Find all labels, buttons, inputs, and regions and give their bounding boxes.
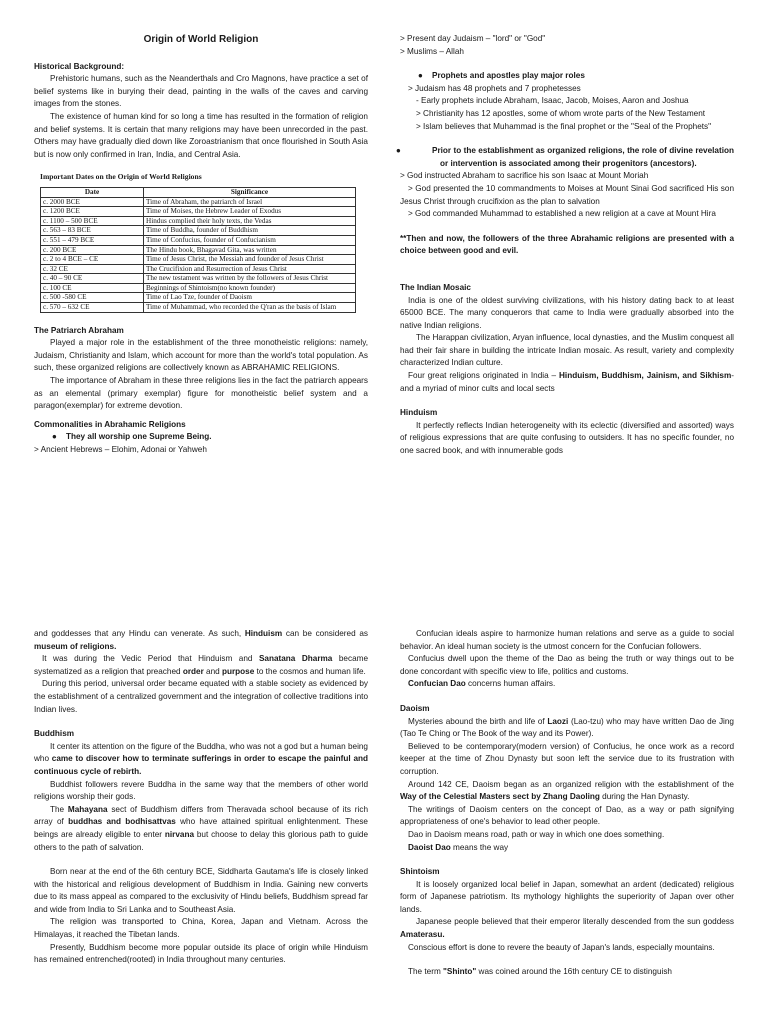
- table-cell-date: c. 500 -580 CE: [41, 293, 144, 303]
- table-cell-significance: The Crucifixion and Resurrection of Jesus Christ: [144, 264, 356, 274]
- text-run-bold: Laozi: [547, 716, 569, 726]
- table-cell-date: c. 100 CE: [41, 283, 144, 293]
- table-cell-date: c. 563 – 83 BCE: [41, 226, 144, 236]
- buddhism-paragraph-3: [34, 804, 368, 854]
- table-row: [41, 226, 356, 236]
- table-cell-date: c. 1200 BCE: [41, 207, 144, 217]
- text-run: became systematized as a religion that preached: [34, 654, 368, 676]
- table-cell-significance: The new testament was written by the followers of Jesus Christ: [144, 274, 356, 284]
- table-cell-significance: Time of Buddha, founder of Buddhism: [144, 226, 356, 236]
- shintoism-heading: Shintoism: [400, 867, 440, 877]
- revelation-line-1: > God instructed Abraham to sacrifice his son Isaac at Mount Moriah: [400, 171, 649, 181]
- text-run-bold: museum of religions.: [34, 641, 117, 651]
- text-run-bold: Mahayana: [67, 804, 108, 814]
- hinduism-paragraph-1: It perfectly reflects Indian heterogeneity with its eclectic (diversified and assorted) ways of religious expressions that are quite confusing to outsiders. It has no specific founder, no one sacred book, and with innumerable gods: [400, 420, 734, 456]
- text-run: The term: [408, 967, 444, 977]
- table-header-date: Date: [41, 187, 144, 197]
- text-run-bold: Way of the Celestial Masters sect by Zhang Daoling: [400, 792, 600, 802]
- dates-table-body: [41, 197, 356, 312]
- buddhism-paragraph-4: Born near at the end of the 6th century BCE, Siddharta Gautama's life is closely linked with the historical and religious development of Buddhism in India. Gaining new converts due to its mass appeal as compared to the exclusivity of Hindu beliefs, Buddhism spread far and wide from India to Sri Lanka and to Southeast Asia.: [34, 867, 368, 914]
- buddhism-paragraph-6: Presently, Buddhism become more popular outside its place of origin while Hinduism has remained entrenched(rooted) in India throughout many centuries.: [34, 942, 368, 965]
- confucian-dao-line: [400, 678, 734, 691]
- indian-paragraph-3: [400, 370, 734, 395]
- revelation-bullet: [396, 145, 734, 170]
- text-run: Mysteries abound the birth and life of: [408, 716, 548, 726]
- table-header-row: [41, 187, 356, 197]
- table-cell-date: c. 1100 – 500 BCE: [41, 216, 144, 226]
- text-run-bold: nirvana: [164, 829, 194, 839]
- table-row: [41, 293, 356, 303]
- table-row: [41, 207, 356, 217]
- muslims-god-line: > Muslims – Allah: [400, 46, 464, 56]
- column-bottom-right: [400, 628, 734, 1024]
- text-run-bold: Daoist Dao: [408, 842, 451, 852]
- buddhism-heading: Buddhism: [34, 729, 75, 739]
- table-cell-significance: Time of Moises, the Hebrew Leader of Exodus: [144, 207, 356, 217]
- revelation-bullet-text: Prior to the establishment as organized religions, the role of divine revelation or intervention is associated among their progenitors (ancestors).: [432, 146, 734, 168]
- table-cell-significance: Time of Confucius, founder of Confucianism: [144, 235, 356, 245]
- prophets-line-3: > Christianity has 12 apostles, some of whom wrote parts of the New Testament: [416, 108, 706, 118]
- revelation-line-2: > God presented the 10 commandments to Moises at Mount Sinai God sacrificed His son Jesus Christ through crucifixion as the plan to salvation: [400, 183, 734, 206]
- shintoism-paragraph-3: Conscious effort is done to revere the beauty of Japan's lands, especially mountains.: [408, 942, 715, 952]
- bullet-icon: ●: [52, 432, 57, 442]
- buddhism-paragraph-1: [34, 741, 368, 779]
- indian-p3-tail: - and a myriad of minor cults and local sects: [400, 371, 734, 393]
- prophets-bullet-text: Prophets and apostles play major roles: [432, 71, 585, 81]
- text-run: who have attained spiritual enlightenment. These beings are already eligible to enter: [34, 817, 368, 839]
- table-cell-significance: Hindus complied their holy texts, the Vedas: [144, 216, 356, 226]
- table-row: [41, 274, 356, 284]
- column-top-left: [34, 34, 368, 550]
- table-row: [41, 245, 356, 255]
- text-run-bold: purpose: [221, 666, 255, 676]
- table-cell-significance: Beginnings of Shintoism(no known founder): [144, 283, 356, 293]
- four-religions-text: Hinduism, Buddhism, Jainism, and Sikhism: [559, 371, 732, 381]
- commonalities-bullet-text: They all worship one Supreme Being.: [66, 432, 212, 442]
- text-run: concerns human affairs.: [465, 679, 556, 689]
- then-and-now-note: **Then and now, the followers of the three Abrahamic religions are presented with a choice between good and evil.: [400, 233, 734, 256]
- bullet-icon: ●: [418, 71, 423, 81]
- abraham-paragraph-1: Played a major role in the establishment of the three monotheistic religions: namely, Judaism, Christianity and Islam, which account for more than the world's total population. As such, these organized religions are collectively known as ABRAHAMIC RELIGIONS.: [34, 338, 368, 373]
- dates-table-title: Important Dates on the Origin of World Religions: [40, 172, 202, 182]
- abraham-paragraph-2: The importance of Abraham in these three religions lies in the fact the patriarch appears as an elemental (primary exemplar) figure for monotheistic belief system and a paragon(exemplar) for extreme devotion.: [34, 376, 368, 411]
- text-run: but choose to delay this glorious path to guide others to the path of salvation.: [34, 829, 368, 852]
- table-row: [41, 264, 356, 274]
- column-bottom-left: [34, 628, 368, 1022]
- column-top-right: [396, 33, 734, 543]
- table-cell-date: c. 2000 BCE: [41, 197, 144, 207]
- text-run-bold: came to discover how to terminate sufferings in order to escape the painful and continuous cycle of rebirth.: [34, 754, 369, 776]
- text-run: can be considered as: [282, 629, 368, 638]
- table-cell-date: c. 200 BCE: [41, 245, 144, 255]
- commonalities-bullet: [52, 431, 368, 444]
- table-row: [41, 216, 356, 226]
- confucian-paragraph-1: Confucian ideals aspire to harmonize human relations and serve as a guide to social behavior. An ideal human society is the utmost concern for the Confucian followers.: [400, 629, 734, 651]
- judaism-god-line: > Present day Judaism – "lord" or "God": [400, 34, 546, 43]
- table-cell-date: c. 32 CE: [41, 264, 144, 274]
- text-run: sect of Buddhism differs from Theravada school because of its rich array of: [34, 804, 368, 827]
- table-cell-date: c. 2 to 4 BCE – CE: [41, 255, 144, 265]
- text-run: means the way: [450, 842, 509, 852]
- text-run: It was during the Vedic Period that Hinduism and: [42, 654, 259, 664]
- text-run: Japanese people believed that their emperor literally descended from the sun goddess: [416, 917, 734, 927]
- text-run: The: [50, 804, 68, 814]
- daoism-paragraph-5: Dao in Daoism means road, path or way in which one does something.: [408, 829, 665, 839]
- indian-p3-text: Four great religions originated in India –: [408, 371, 560, 381]
- table-cell-date: c. 551 – 479 BCE: [41, 235, 144, 245]
- text-run-bold: order: [182, 666, 204, 676]
- table-cell-significance: Time of Muhammad, who recorded the Q'ran as the basis of Islam: [144, 303, 356, 313]
- text-run: during the Han Dynasty.: [599, 792, 690, 802]
- prophets-line-4: > Islam believes that Muhammad is the final prophet or the "Seal of the Prophets": [416, 121, 712, 131]
- table-cell-significance: Time of Abraham, the patriarch of Israel: [144, 197, 356, 207]
- table-row: [41, 303, 356, 313]
- table-cell-date: c. 40 – 90 CE: [41, 274, 144, 284]
- shintoism-paragraph-2: [400, 916, 734, 941]
- table-row: [41, 197, 356, 207]
- universal-order-paragraph: During this period, universal order became equated with a stable society as evidenced by the establishment of a centralized government and the integration of collective traditions into Indian lives.: [34, 679, 368, 714]
- text-run: (Lao-tzu) who may have written Dao de Jing (Tao Te Ching or The Book of the way and its Power).: [400, 716, 734, 739]
- dates-table: [40, 187, 356, 313]
- vedic-period-paragraph: [34, 653, 368, 678]
- daoism-paragraph-4: The writings of Daoism centers on the concept of Dao, as a way or path signifying appropriateness of one's behavior to lead other people.: [400, 804, 734, 827]
- text-run: It center its attention on the figure of the Buddha, who was not a god but a human being who: [34, 741, 368, 764]
- daoism-paragraph-6: [400, 842, 734, 855]
- historical-background-heading: Historical Background:: [34, 61, 125, 71]
- indian-paragraph-2: The Harappan civilization, Aryan influence, local dynasties, and the Muslim conquest all had their fair share in building the intricate Indian mosaic. As result, variety and complexity characterized Indian culture.: [400, 333, 734, 368]
- buddhism-paragraph-2: Buddhist followers revere Buddha in the same way that the members of other world religions worship their gods.: [34, 779, 368, 802]
- prophets-line-2: - Early prophets include Abraham, Isaac, Jacob, Moises, Aaron and Joshua: [416, 96, 689, 106]
- text-run-bold: Confucian Dao: [408, 679, 466, 689]
- revelation-line-3: > God commanded Muhammad to established a new religion at a cave at Mount Hira: [408, 209, 716, 219]
- indian-paragraph-1: India is one of the oldest surviving civilizations, with his history dating back to at least 65000 BCE. The many conquerors that came to India were gradually absorbed into the native Indian religions.: [400, 295, 734, 330]
- daoism-paragraph-1: [400, 716, 734, 741]
- text-run: was coined around the 16th century CE to distinguish: [476, 967, 672, 977]
- text-run-bold: Hinduism: [244, 629, 283, 638]
- daoism-paragraph-3: [400, 779, 734, 804]
- commonalities-heading: Commonalities in Abrahamic Religions: [34, 419, 186, 429]
- table-row: [41, 235, 356, 245]
- historical-paragraph-1: Prehistoric humans, such as the Neanderthals and Cro Magnons, have practice a set of belief systems like in burying their dead, painting in the walls of the caves and carving images from the stones.: [34, 74, 368, 109]
- text-run: Around 142 CE, Daoism began as an organized religion with the establishment of the: [408, 779, 734, 789]
- daoism-paragraph-2: Believed to be contemporary(modern version) of Confucius, he once work as a record keeper at the time of Zhou Dynasty but soon left the service due to its frustration with corruption.: [400, 741, 734, 776]
- buddhism-paragraph-5: The religion was transported to China, Korea, Japan and Vietnam. Across the Himalayas, it reached the Tibetan lands.: [34, 917, 368, 940]
- table-cell-date: c. 570 – 632 CE: [41, 303, 144, 313]
- indian-mosaic-heading: The Indian Mosaic: [400, 282, 471, 292]
- daoism-heading: Daoism: [400, 703, 430, 713]
- text-run-bold: "Shinto": [443, 967, 477, 977]
- table-cell-significance: Time of Jesus Christ, the Messiah and founder of Jesus Christ: [144, 255, 356, 265]
- table-cell-significance: Time of Lao Tze, founder of Daoism: [144, 293, 356, 303]
- commonalities-line: > Ancient Hebrews – Elohim, Adonai or Yahweh: [34, 445, 207, 454]
- text-run-bold: buddhas and bodhisattvas: [68, 817, 176, 827]
- hinduism-heading: Hinduism: [400, 408, 438, 418]
- table-row: [41, 255, 356, 265]
- text-run-bold: Sanatana Dharma: [258, 654, 333, 664]
- table-row: [41, 283, 356, 293]
- shintoism-paragraph-4: [400, 966, 734, 979]
- shintoism-paragraph-1: It is loosely organized local belief in Japan, somewhat an ardent (dedicated) religious form of Japanese patriotism. Its mythology highlights the superiority of Japan over other lands.: [400, 879, 734, 914]
- patriarch-abraham-heading: The Patriarch Abraham: [34, 325, 124, 335]
- page-title: Origin of World Religion: [143, 34, 259, 45]
- hinduism-continued-paragraph: [34, 628, 368, 653]
- prophets-line-1: > Judaism has 48 prophets and 7 prophetesses: [408, 83, 581, 93]
- historical-paragraph-2: The existence of human kind for so long a time has resulted in the formation of religion and belief systems. It is certain that many religions may have been unrecorded in the past. Others may have gradually died down like Zoroastrianism that once flourished in South Asia but is now only confirmed in Iran, India, and Central Asia.: [34, 111, 368, 159]
- table-header-significance: Significance: [144, 187, 356, 197]
- text-run: and goddesses that any Hindu can venerate. As such,: [34, 629, 245, 638]
- table-cell-significance: The Hindu book, Bhagavad Gita, was written: [144, 245, 356, 255]
- confucian-paragraph-2: Confucius dwell upon the theme of the Dao as being the truth or way things out to be done concordant with specific view to life, politics and customs.: [400, 654, 734, 676]
- prophets-bullet: [418, 70, 734, 83]
- bullet-icon: ●: [396, 146, 401, 156]
- text-run: to the cosmos and human life.: [254, 666, 366, 676]
- text-run: and: [203, 666, 222, 676]
- text-run-bold: Amaterasu.: [400, 930, 445, 940]
